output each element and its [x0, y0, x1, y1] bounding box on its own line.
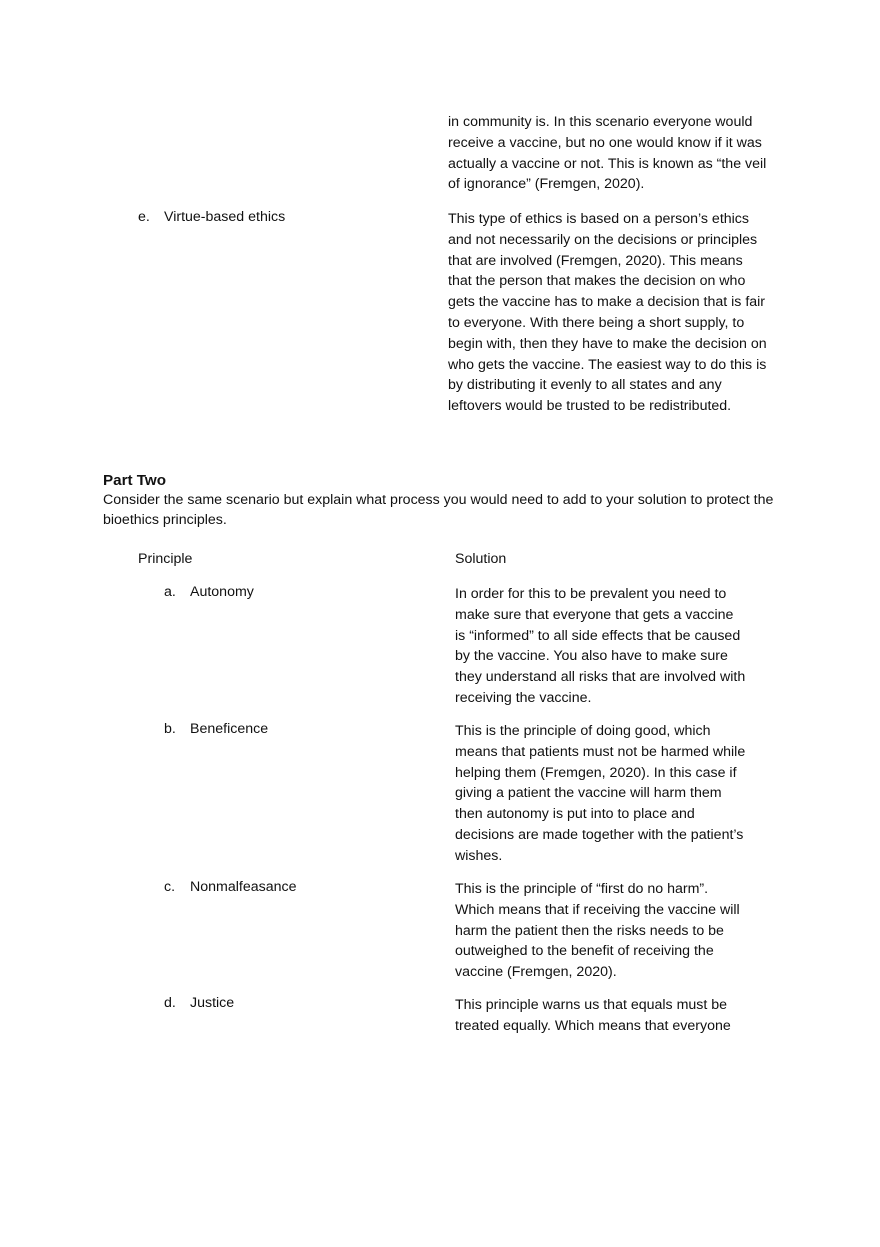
- virtue-ethics-paragraph: This type of ethics is based on a person’s ethics and not necessarily on the decisions or principles that are involved (Fremgen, 2020). This means that the person that makes the decision on who gets the vaccine has to make a decision that is fair to everyone. With there being a short supply, to begin with, then they have to make the decision on who gets the vaccine. The easiest way to do this is by distributing it evenly to all states and any leftovers would be trusted to be redistributed.: [448, 211, 767, 415]
- solution-paragraph: This is the principle of doing good, which means that patients must not be harmed while helping them (Fremgen, 2020). In this case if giving a patient the vaccine will harm them then autonomy is put into to place and decisions are made together with the patient’s wishes.: [455, 723, 746, 864]
- principle-item: [164, 721, 268, 737]
- list-marker: e.: [138, 209, 150, 225]
- section-heading: Part Two: [103, 472, 167, 489]
- list-item-label: Virtue-based ethics: [164, 209, 286, 225]
- principle-label: Justice: [190, 995, 235, 1011]
- list-item-virtue-ethics: [138, 209, 285, 225]
- carryover-paragraph: in community is. In this scenario everyone would receive a vaccine, but no one would know if it was actually a vaccine or not. This is known as “the veil of ignorance” (Fremgen, 2020).: [448, 114, 767, 193]
- principle-item: [164, 584, 254, 600]
- list-marker: d.: [164, 995, 176, 1011]
- column-header-solution: Solution: [455, 551, 507, 567]
- principle-item: [164, 995, 234, 1011]
- solution-paragraph: This is the principle of “first do no harm”. Which means that if receiving the vaccine will harm the patient then the risks needs to be outweighed to the benefit of receiving the vaccine (Fremgen, 2020).: [455, 881, 740, 981]
- principle-item: [164, 879, 296, 895]
- list-marker: c.: [164, 879, 176, 895]
- solution-paragraph: This principle warns us that equals must be treated equally. Which means that everyone: [455, 997, 731, 1034]
- principle-label: Autonomy: [190, 584, 254, 600]
- principle-label: Nonmalfeasance: [190, 879, 297, 895]
- section-intro: Consider the same scenario but explain what process you would need to add to your solution to protect the bioethics principles.: [103, 492, 774, 528]
- solution-paragraph: In order for this to be prevalent you need to make sure that everyone that gets a vaccine is “informed” to all side effects that be caused by the vaccine. You also have to make sure they understand all risks that are involved with receiving the vaccine.: [455, 586, 746, 706]
- column-header-principle: Principle: [138, 551, 193, 567]
- list-marker: a.: [164, 584, 176, 600]
- principle-label: Beneficence: [190, 721, 269, 737]
- list-marker: b.: [164, 721, 176, 737]
